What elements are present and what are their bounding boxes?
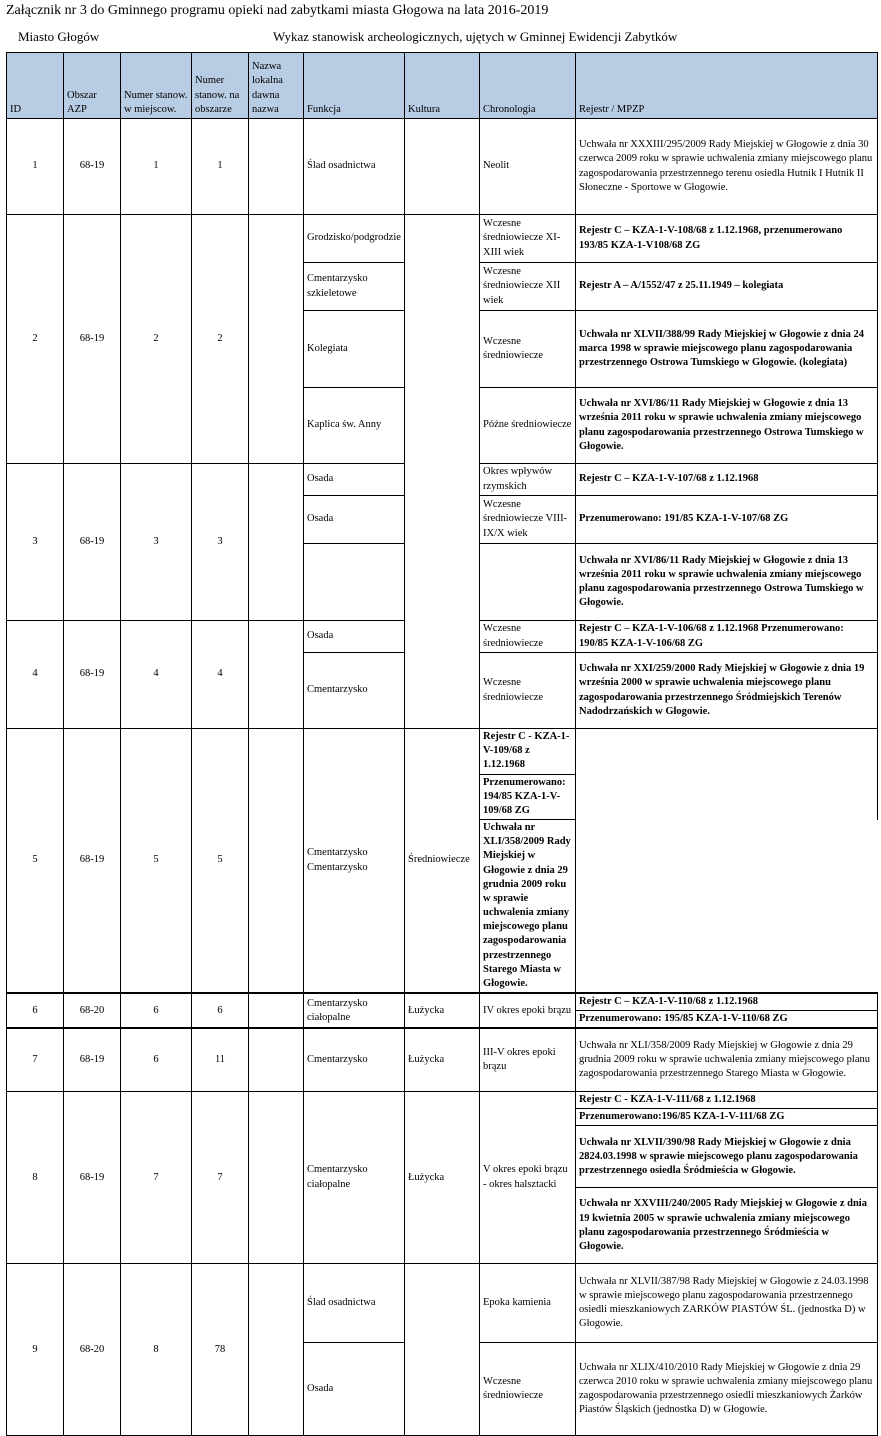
cell-funkcja: Cmentarzysko [304,1028,405,1091]
cell-stan-m: 7 [121,1091,192,1263]
cell-rejestr: Rejestr C – KZA-1-V-108/68 z 1.12.1968, przenumerowano 193/85 KZA-1-V108/68 ZG [576,215,878,263]
table-row [7,729,878,775]
cell-chronologia: Wczesne średniowiecze [480,1343,576,1436]
header-id: ID [7,53,64,119]
cell-rejestr: Uchwała nr XLVII/387/98 Rady Miejskiej w Głogowie z 24.03.1998 w sprawie miejscowego planu zagospodarowania przestrzennego osiedli mieszkaniowych ZARKÓW PIASTÓW ŚL. (jednostka D) w Głogowie. [576,1264,878,1343]
cell-kultura [405,119,480,215]
cell-azp: 68-19 [64,1028,121,1091]
archaeology-table [6,52,878,1436]
cell-id: 5 [7,729,64,994]
cell-rejestr: Przenumerowano:196/85 KZA-1-V-111/68 ZG [576,1109,878,1126]
cell-funkcja: Cmentarzysko szkieletowe [304,263,405,311]
cell-nazwa [249,215,304,464]
cell-kultura: Łużycka [405,993,480,1028]
cell-rejestr: Uchwała nr XLVII/390/98 Rady Miejskiej w Głogowie z dnia 2824.03.1998 w sprawie miejscowego planu zagospodarowania przestrzennego osiedla Śródmieścia w Głogowie. [576,1126,878,1188]
cell-funkcja: Cmentarzysko ciałopalne [304,1091,405,1263]
cell-stan-o: 5 [192,729,249,994]
cell-stan-m: 1 [121,119,192,215]
cell-stan-m: 2 [121,215,192,464]
cell-azp: 68-19 [64,215,121,464]
cell-id: 8 [7,1091,64,1263]
cell-stan-o: 7 [192,1091,249,1263]
cell-stan-o: 2 [192,215,249,464]
header-chronologia: Chronologia [480,53,576,119]
cell-stan-m: 6 [121,1028,192,1091]
header-kultura: Kultura [405,53,480,119]
cell-funkcja: Cmentarzysko Cmentarzysko [304,729,405,994]
cell-funkcja: Osada [304,464,405,496]
cell-funkcja: Ślad osadnictwa [304,1264,405,1343]
cell-chronologia: Wczesne średniowiecze XI-XIII wiek [480,215,576,263]
cell-stan-o: 78 [192,1264,249,1436]
cell-azp: 68-19 [64,729,121,994]
cell-chronologia: Wczesne średniowiecze [480,311,576,388]
cell-funkcja: Osada [304,496,405,544]
cell-rejestr: Uchwała nr XLVII/388/99 Rady Miejskiej w Głogowie z dnia 24 marca 1998 w sprawie miejscowego planu zagospodarowania przestrzennego Ostrowa Tumskiego w Głogowie. (kolegiata) [576,311,878,388]
cell-azp: 68-20 [64,993,121,1028]
cell-chronologia: Okres wpływów rzymskich [480,464,576,496]
cell-funkcja: Osada [304,621,405,653]
cell-funkcja: Cmentarzysko [304,653,405,729]
cell-rejestr: Uchwała nr XXVIII/240/2005 Rady Miejskiej w Głogowie z dnia 19 kwietnia 2005 w sprawie uchwalenia zmiany miejscowego planu zagospodarowania przestrzennego Śródmieścia w Głogowie. [576,1188,878,1264]
cell-nazwa [249,1091,304,1263]
cell-rejestr: Uchwała nr XLI/358/2009 Rady Miejskiej w Głogowie z dnia 29 grudnia 2009 roku w sprawie uchwalenia zmiany miejscowego planu zagospodarowania przestrzennego Starego Miasta w Głogowie. [480,820,576,994]
cell-rejestr: Uchwała nr XLI/358/2009 Rady Miejskiej w Głogowie z dnia 29 grudnia 2009 roku w sprawie uchwalenia zmiany miejscowego planu zagospodarowania przestrzennego Starego Miasta w Głogowie. [576,1028,878,1091]
cell-stan-m: 4 [121,621,192,729]
cell-rejestr: Przenumerowano: 191/85 KZA-1-V-107/68 ZG [576,496,878,544]
cell-funkcja: Grodzisko/podgrodzie [304,215,405,263]
cell-funkcja: Cmentarzysko ciałopalne [304,993,405,1028]
cell-chronologia: Wczesne średniowiecze VIII-IX/X wiek [480,496,576,544]
cell-chronologia: Wczesne średniowiecze XII wiek [480,263,576,311]
cell-id: 3 [7,464,64,621]
cell-id: 9 [7,1264,64,1436]
cell-chronologia [480,544,576,621]
cell-kultura [405,215,480,729]
cell-chronologia: Wczesne średniowiecze [480,621,576,653]
cell-stan-o: 4 [192,621,249,729]
cell-funkcja: Kolegiata [304,311,405,388]
cell-rejestr: Rejestr C – KZA-1-V-107/68 z 1.12.1968 [576,464,878,496]
cell-rejestr: Uchwała nr XVI/86/11 Rady Miejskiej w Głogowie z dnia 13 września 2011 roku w sprawie uchwalenia zmiany miejscowego planu zagospodarowania przestrzennego Ostrowa Tumskiego w Głogowie. [576,388,878,464]
cell-azp: 68-19 [64,621,121,729]
cell-azp: 68-20 [64,1264,121,1436]
cell-chronologia: Wczesne średniowiecze [480,653,576,729]
cell-azp: 68-19 [64,464,121,621]
cell-stan-o: 6 [192,993,249,1028]
cell-stan-m: 5 [121,729,192,994]
cell-rejestr: Rejestr A – A/1552/47 z 25.11.1949 – kolegiata [576,263,878,311]
cell-nazwa [249,993,304,1028]
header-nazwa: Nazwa lokalna dawna nazwa [249,53,304,119]
cell-chronologia: V okres epoki brązu - okres halsztacki [480,1091,576,1263]
cell-rejestr: Uchwała nr XXI/259/2000 Rady Miejskiej w Głogowie z dnia 19 września 2000 w sprawie uchwalenia miejscowego planu zagospodarowania przestrzennego Śródmiejskich Terenów Nadodrzańskich w Głogowie. [576,653,878,729]
cell-nazwa [249,1264,304,1436]
cell-stan-m: 8 [121,1264,192,1436]
table-subtitle: Wykaz stanowisk archeologicznych, ujętych w Gminnej Ewidencji Zabytków [273,29,678,44]
header-row [7,53,878,119]
cell-kultura: Łużycka [405,1091,480,1263]
cell-rejestr: Uchwała nr XLIX/410/2010 Rady Miejskiej w Głogowie z dnia 29 czerwca 2010 roku w sprawie uchwalenia zmiany miejscowego planu zagospodarowania przestrzennego osiedli mieszkaniowych Żarków Piastów Śląskich (jednostka D) w Głogowie. [576,1343,878,1436]
table-row [7,1264,878,1343]
cell-stan-o: 3 [192,464,249,621]
cell-funkcja: Kaplica św. Anny [304,388,405,464]
cell-stan-m: 6 [121,993,192,1028]
cell-rejestr: Przenumerowano: 194/85 KZA-1-V-109/68 ZG [480,774,576,820]
cell-chronologia: III-V okres epoki brązu [480,1028,576,1091]
cell-azp: 68-19 [64,1091,121,1263]
cell-funkcja: Osada [304,1343,405,1436]
cell-nazwa [249,1028,304,1091]
city-label: Miasto Głogów [18,29,100,44]
cell-chronologia: Późne średniowiecze [480,388,576,464]
table-row [7,119,878,215]
cell-kultura [405,1264,480,1436]
header-rejestr: Rejestr / MPZP [576,53,878,119]
cell-id: 7 [7,1028,64,1091]
header-azp: Obszar AZP [64,53,121,119]
cell-stan-o: 11 [192,1028,249,1091]
cell-nazwa [249,729,304,994]
table-row [7,215,878,263]
cell-stan-m: 3 [121,464,192,621]
cell-id: 1 [7,119,64,215]
cell-stan-o: 1 [192,119,249,215]
cell-chronologia: Neolit [480,119,576,215]
document-title: Załącznik nr 3 do Gminnego programu opieki nad zabytkami miasta Głogowa na lata 2016-2019 [6,3,549,18]
cell-rejestr: Rejestr C - KZA-1-V-111/68 z 1.12.1968 [576,1091,878,1108]
header-stan-o: Numer stanow. na obszarze [192,53,249,119]
header-funkcja: Funkcja [304,53,405,119]
table-row [7,1028,878,1091]
cell-nazwa [249,119,304,215]
cell-id: 2 [7,215,64,464]
cell-chronologia: Średniowiecze [405,729,480,994]
cell-rejestr: Uchwała nr XVI/86/11 Rady Miejskiej w Głogowie z dnia 13 września 2011 roku w sprawie uchwalenia zmiany miejscowego planu zagospodarowania przestrzennego Ostrowa Tumskiego w Głogowie. [576,544,878,621]
cell-nazwa [249,464,304,621]
cell-chronologia: Epoka kamienia [480,1264,576,1343]
cell-nazwa [249,621,304,729]
cell-chronologia: IV okres epoki brązu [480,993,576,1028]
cell-rejestr: Rejestr C - KZA-1-V-109/68 z 1.12.1968 [480,729,576,775]
cell-rejestr: Przenumerowano: 195/85 KZA-1-V-110/68 ZG [576,1011,878,1029]
table-row [7,993,878,1011]
cell-id: 6 [7,993,64,1028]
cell-rejestr: Rejestr C – KZA-1-V-106/68 z 1.12.1968 Przenumerowano: 190/85 KZA-1-V-106/68 ZG [576,621,878,653]
cell-rejestr: Rejestr C – KZA-1-V-110/68 z 1.12.1968 [576,993,878,1011]
header-stan-m: Numer stanow. w miejscow. [121,53,192,119]
cell-funkcja [304,544,405,621]
table-row [7,1091,878,1108]
cell-id: 4 [7,621,64,729]
cell-funkcja: Ślad osadnictwa [304,119,405,215]
cell-rejestr: Uchwała nr XXXIII/295/2009 Rady Miejskiej w Głogowie z dnia 30 czerwca 2009 roku w sprawie uchwalenia zmiany miejscowego planu zagospodarowania przestrzennego terenu osiedla Hutnik I Hutnik II Słoneczne - Sportowe w Głogowie. [576,119,878,215]
cell-kultura: Łużycka [405,1028,480,1091]
cell-azp: 68-19 [64,119,121,215]
